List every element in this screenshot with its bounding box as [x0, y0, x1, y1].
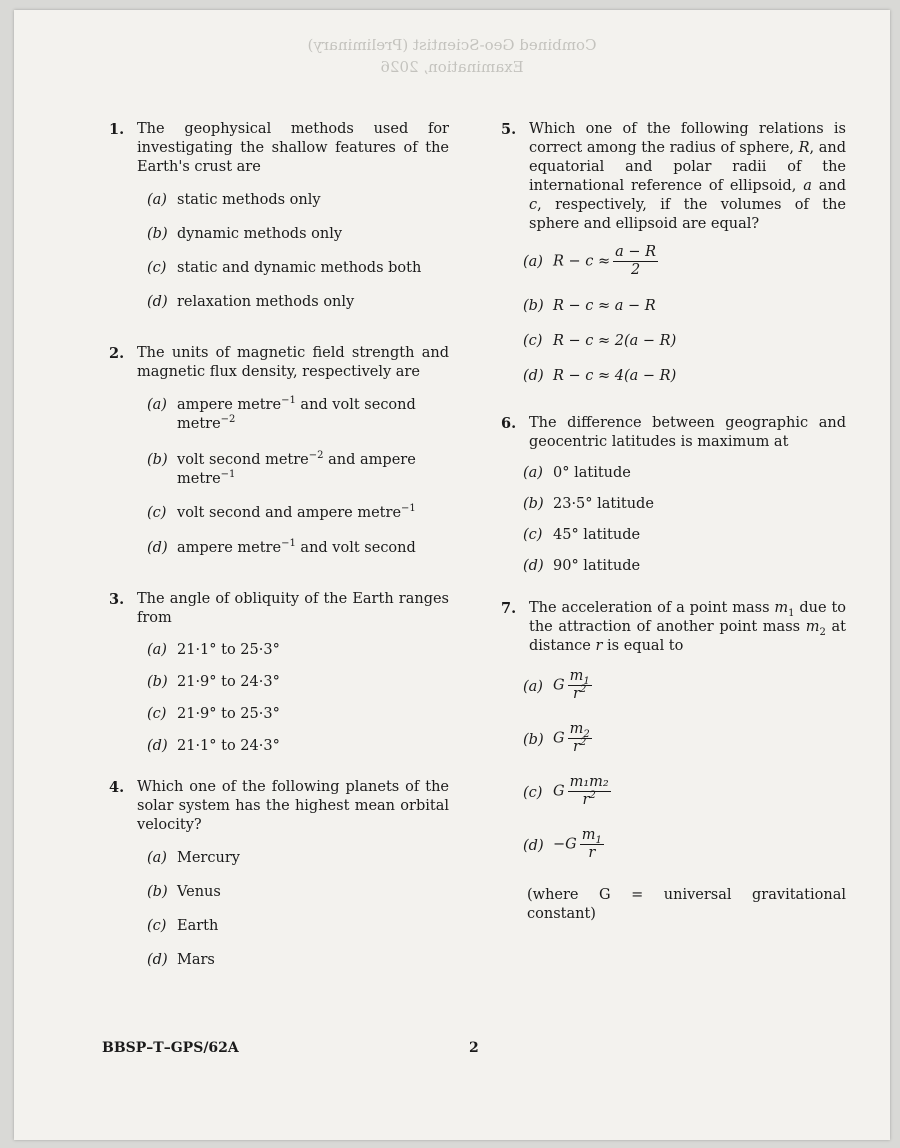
option-c: (c) 21·9° to 25·3°: [147, 706, 280, 722]
question-7: [501, 599, 846, 924]
option-d: (d) relaxation methods only: [147, 294, 355, 310]
question-number: 5.: [501, 121, 517, 138]
question-text: The angle of obliquity of the Earth ranges from: [137, 591, 449, 626]
option-a: (a) R − c ≈ $\frac{a - R}{2}$: [523, 244, 657, 278]
question-2: [109, 344, 449, 558]
question-text: The units of magnetic field strength and magnetic flux density, respectively are: [137, 345, 449, 380]
question-6: [501, 414, 846, 576]
question-number: 2.: [109, 345, 125, 362]
question-text: The geophysical methods used for investigating the shallow features of the Earth's crust are: [137, 121, 449, 175]
page-number: 2: [469, 1040, 479, 1056]
option-d: (d) ampere metre$^{-1}$ and volt second: [147, 538, 416, 556]
option-c: (c) Earth: [147, 918, 219, 934]
option-d: (d) R − c ≈ 4(a − R): [523, 368, 677, 384]
question-5: [501, 120, 846, 386]
option-d: (d) 90° latitude: [523, 558, 641, 574]
option-a: (a) static methods only: [147, 192, 321, 208]
question-text: Which one of the following planets of the solar system has the highest mean orbital velocity?: [137, 779, 449, 833]
option-a: (a) 0° latitude: [523, 465, 631, 481]
question-number: 4.: [109, 779, 125, 796]
option-c: (c) volt second and ampere metre$^{-1}$: [147, 503, 416, 521]
option-b: (b) 21·9° to 24·3°: [147, 674, 280, 690]
gravitational-constant-note: (where G = universal gravitational constant): [527, 887, 846, 922]
option-a: (a) 21·1° to 25·3°: [147, 642, 280, 658]
option-a: (a) ampere metre$^{-1}$ and volt second metre$^{-2}$: [147, 395, 416, 432]
right-column: [501, 120, 846, 924]
option-c: (c) G $\frac{\text{m₁m₂}}{r^2}$: [523, 774, 609, 808]
option-c: (c) static and dynamic methods both: [147, 260, 422, 276]
question-number: 6.: [501, 415, 517, 432]
option-d: (d) −G $\frac{m_1}{r}$: [523, 827, 602, 861]
exam-page: [14, 10, 890, 1140]
question-text: Which one of the following relations is correct among the radius of sphere, R, and equatorial and polar radii of the international reference of ellipsoid, a and c, respectively, if the volumes of the sphere and ellipsoid are equal?: [529, 121, 846, 232]
option-b: (b) dynamic methods only: [147, 226, 343, 242]
bleed-through-header-line1: Combined Geo-Scientist (Preliminary): [307, 36, 597, 54]
question-3: [109, 590, 449, 756]
question-text: The difference between geographic and geocentric latitudes is maximum at: [529, 415, 846, 450]
booklet-code: BBSP–T–GPS/62A: [102, 1040, 239, 1056]
option-b: (b) volt second metre$^{-2}$ and ampere metre$^{-1}$: [147, 450, 416, 487]
question-number: 7.: [501, 600, 517, 617]
bleed-through-header-line2: Examination, 2026: [380, 58, 524, 76]
option-d: (d) Mars: [147, 952, 215, 968]
question-4: [109, 778, 449, 970]
question-number: 1.: [109, 121, 125, 138]
option-b: (b) Venus: [147, 884, 221, 900]
question-number: 3.: [109, 591, 125, 608]
option-c: (c) 45° latitude: [523, 527, 641, 543]
question-1: [109, 120, 449, 312]
option-b: (b) G $\frac{m_2}{r^2}$: [523, 721, 590, 755]
option-d: (d) 21·1° to 24·3°: [147, 738, 280, 754]
option-a: (a) Mercury: [147, 850, 240, 866]
option-b: (b) 23·5° latitude: [523, 496, 654, 512]
option-a: (a) G $\frac{m_1}{r^2}$: [523, 668, 590, 702]
question-text: The acceleration of a point mass $m_1$ due to the attraction of another point mass $m_2$ at distance r is equal to: [529, 600, 846, 654]
option-c: (c) R − c ≈ 2(a − R): [523, 333, 677, 349]
left-column: [109, 120, 449, 970]
option-b: (b) R − c ≈ a − R: [523, 298, 656, 314]
